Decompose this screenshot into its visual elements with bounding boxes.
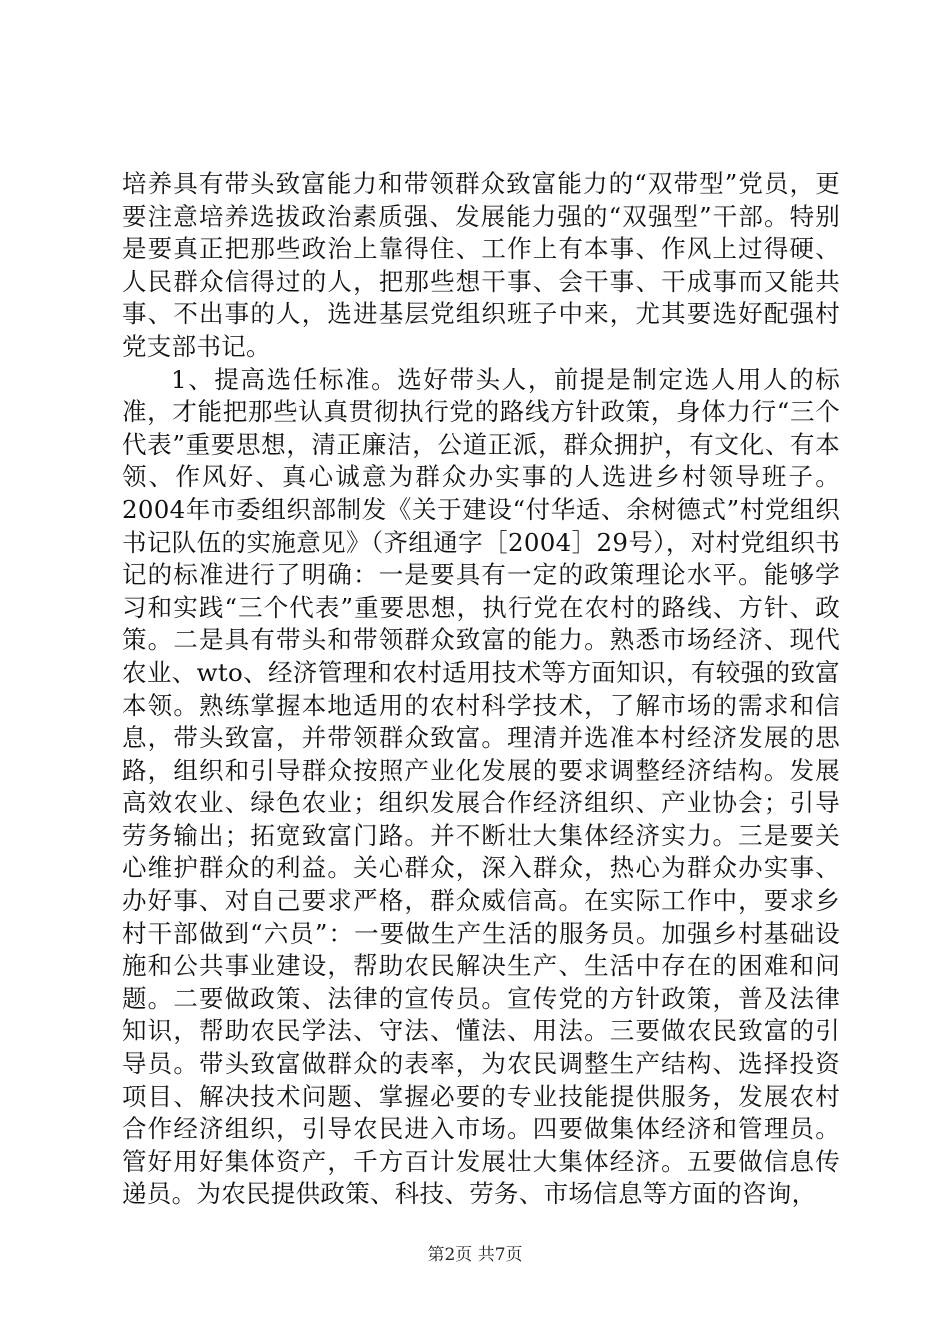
page-footer — [0, 1240, 950, 1265]
page-number-label: 第2页 共7页 — [427, 1245, 523, 1265]
paragraph-selection-standards: 1、提高选任标准。选好带头人，前提是制定选人用人的标准，才能把那些认真贯彻执行党的路线方针政策，身体力行“三个代表”重要思想，清正廉洁，公道正派，群众拥护，有文化、有本领、作风好、真心诚意为群众办实事的人选进乡村领导班子。2004年市委组织部制发《关于建设“付华适、余树德式”村党组织书记队伍的实施意见》（齐组通字［2004］29号），对村党组织书记的标准进行了明确：一是要具有一定的政策理论水平。能够学习和实践“三个代表”重要思想，执行党在农村的路线、方针、政策。二是具有带头和带领群众致富的能力。熟悉市场经济、现代农业、wto、经济管理和农村适用技术等方面知识，有较强的致富本领。熟练掌握本地适用的农村科学技术，了解市场的需求和信息，带头致富，并带领群众致富。理清并选准本村经济发展的思路，组织和引导群众按照产业化发展的要求调整经济结构。发展高效农业、绿色农业；组织发展合作经济组织、产业协会；引导劳务输出；拓宽致富门路。并不断壮大集体经济实力。三是要关心维护群众的利益。关心群众，深入群众，热心为群众办实事、办好事、对自己要求严格，群众威信高。在实际工作中，要求乡村干部做到“六员”：一要做生产生活的服务员。加强乡村基础设施和公共事业建设，帮助农民解决生产、生活中存在的困难和问题。二要做政策、法律的宣传员。宣传党的方针政策，普及法律知识，帮助农民学法、守法、懂法、用法。三要做农民致富的引导员。带头致富做群众的表率，为农民调整生产结构、选择投资项目、解决技术问题、掌握必要的专业技能提供服务，发展农村合作经济组织，引导农民进入市场。四要做集体经济和管理员。管好用好集体资产，千方百计发展壮大集体经济。五要做信息传递员。为农民提供政策、科技、劳务、市场信息等方面的咨询， — [122, 364, 840, 1209]
paragraph-continuation: 培养具有带头致富能力和带领群众致富能力的“双带型”党员，更要注意培养选拔政治素质强、发展能力强的“双强型”干部。特别是要真正把那些政治上靠得住、工作上有本事、作风上过得硬、人民群众信得过的人，把那些想干事、会干事、干成事而又能共事、不出事的人，选进基层党组织班子中来，尤其要选好配强村党支部书记。 — [122, 169, 840, 361]
body-text — [122, 168, 840, 1211]
